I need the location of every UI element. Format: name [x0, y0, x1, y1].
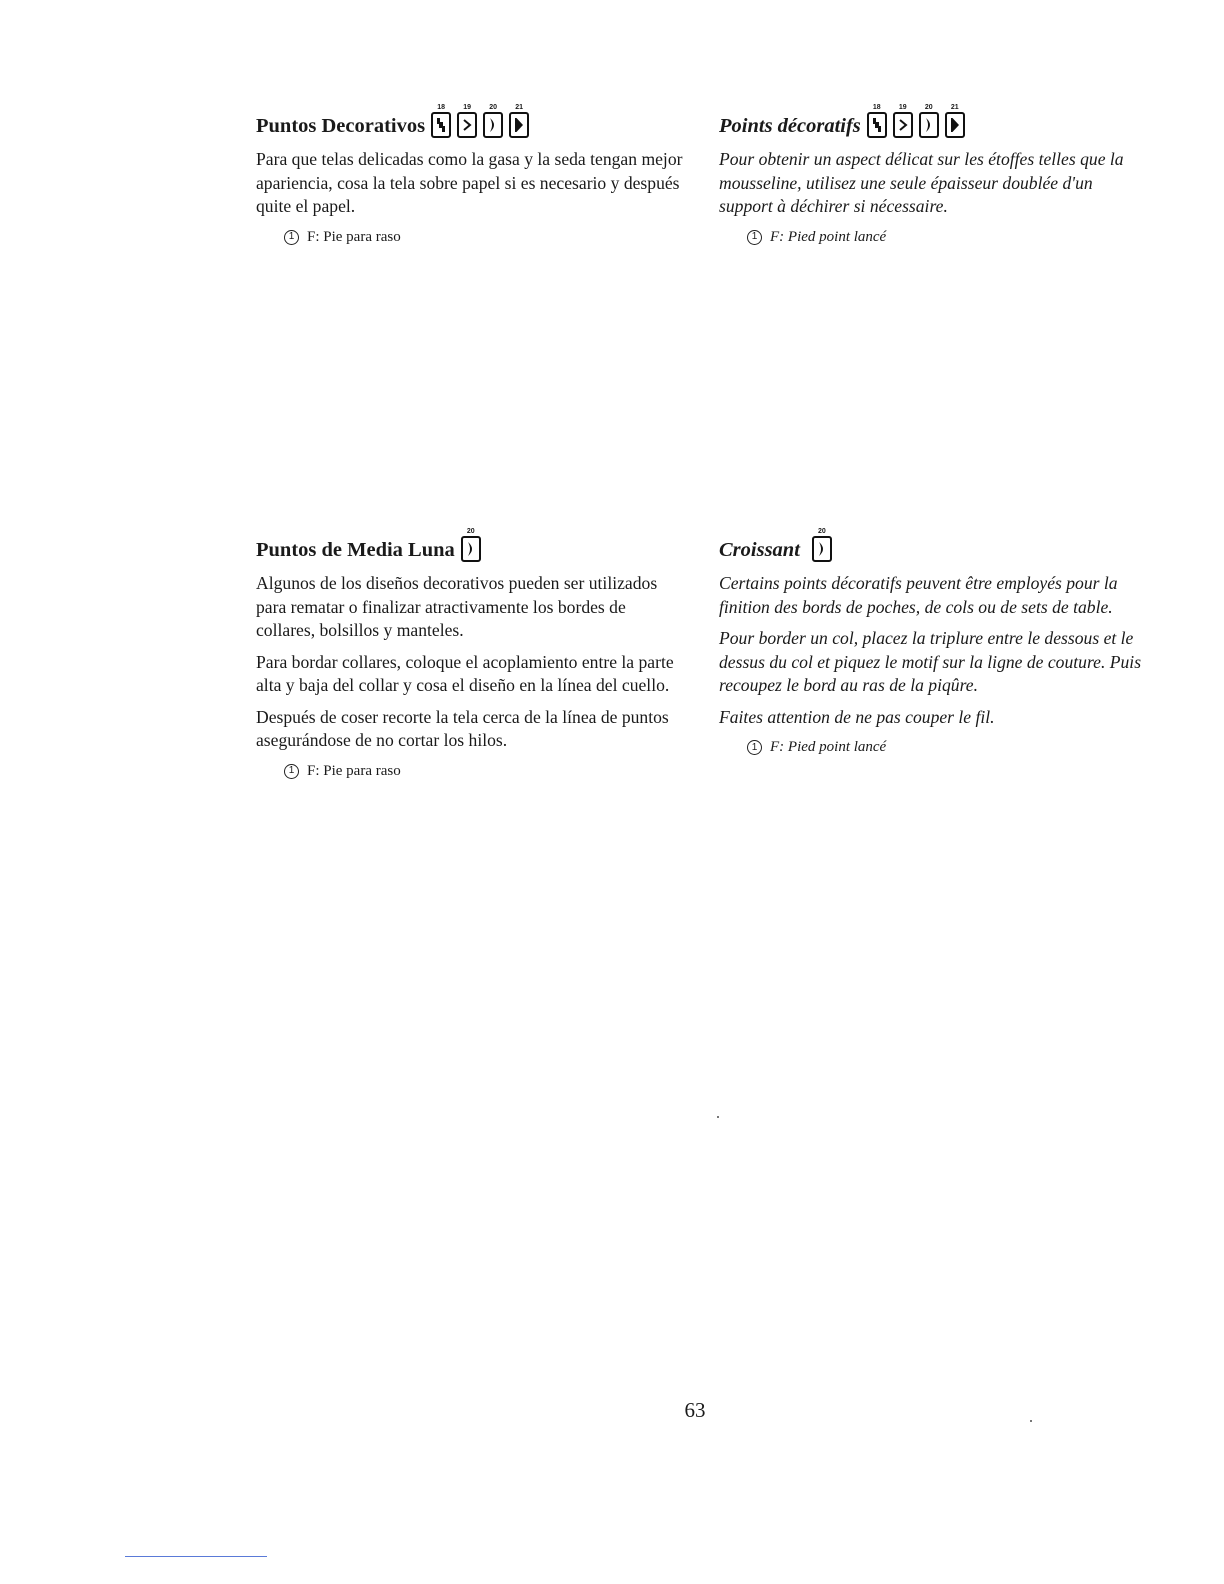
section-halfmoon-fr [719, 510, 1149, 756]
circled-number-icon: 1 [747, 230, 762, 245]
circled-number-icon: 1 [747, 740, 762, 755]
section-halfmoon-es [256, 510, 686, 780]
paragraph: Para bordar collares, coloque el acoplamiento entre la parte alta y baja del collar y cosa el diseño en la línea del cuello. [256, 651, 674, 695]
stitch-18-icon [867, 112, 887, 138]
stitch-20 [461, 528, 481, 562]
stitch-icons [867, 104, 965, 138]
stitch-20 [919, 104, 939, 138]
stitch-number: 19 [898, 104, 907, 111]
stitch-20-icon [483, 112, 503, 138]
stitch-number: 21 [515, 104, 523, 111]
section-heading [256, 510, 686, 562]
paragraph: Pour border un col, placez la triplure entre le dessous et le dessus du col et piquez le motif sur la ligne de couture. Puis recoupez le bord au ras de la piqûre. [719, 628, 1142, 695]
stitch-number: 20 [924, 104, 933, 111]
paragraph: Para que telas delicadas como la gasa y la seda tengan mejor apariencia, cosa la tela sobre papel si es necesario y después quite el papel. [256, 149, 683, 216]
paragraph: Certains points décoratifs peuvent être employés pour la finition des bords de poches, de cols ou de sets de table. [719, 573, 1118, 617]
paragraph: Algunos de los diseños decorativos pueden ser utilizados para rematar o finalizar atractivamente los bordes de collares, bolsillos y manteles. [256, 573, 658, 640]
stitch-icons [431, 104, 529, 138]
stitch-21 [945, 104, 965, 138]
foot-reference [284, 763, 686, 780]
paragraph: Faites attention de ne pas couper le fil. [719, 706, 995, 727]
stitch-19 [457, 104, 477, 138]
stitch-number: 20 [466, 528, 475, 535]
stitch-19 [893, 104, 913, 138]
stitch-20-icon [812, 536, 832, 562]
page-number: 63 [684, 1398, 706, 1422]
foot-reference-text: F: Pied point lancé [770, 739, 887, 755]
circled-number-icon: 1 [284, 230, 299, 245]
stitch-20-icon [461, 536, 481, 562]
paragraph: Después de coser recorte la tela cerca de la línea de puntos asegurándose de no cortar los hilos. [256, 706, 669, 750]
stitch-18 [431, 104, 451, 138]
foot-reference-text: F: Pied point lancé [770, 228, 887, 245]
scan-speck [717, 1116, 719, 1118]
stitch-icons [461, 528, 481, 562]
stitch-21-icon [945, 112, 965, 138]
stitch-number: 19 [463, 104, 471, 111]
circled-number-icon: 1 [284, 764, 299, 779]
stitch-18 [867, 104, 887, 138]
stitch-19-icon [457, 112, 477, 138]
section-heading [256, 86, 686, 138]
stitch-21-icon [509, 112, 529, 138]
foot-reference-text: F: Pie para raso [307, 762, 401, 779]
stitch-number: 18 [872, 104, 881, 111]
scan-speck [1030, 1420, 1032, 1422]
stitch-20-icon [919, 112, 939, 138]
section-decorative-es [256, 86, 686, 246]
section-title: Puntos de Media Luna [256, 538, 455, 561]
section-heading [719, 86, 1149, 138]
bottom-rule [125, 1556, 267, 1557]
section-title: Points décoratifs [719, 114, 861, 137]
foot-reference [284, 229, 686, 246]
stitch-19-icon [893, 112, 913, 138]
stitch-icons [812, 528, 832, 562]
stitch-number: 18 [437, 104, 445, 111]
stitch-20 [812, 528, 832, 562]
foot-reference [747, 229, 1149, 246]
foot-reference [747, 739, 1149, 756]
section-title: Croissant [719, 538, 800, 561]
stitch-number: 20 [489, 104, 497, 111]
paragraph: Pour obtenir un aspect délicat sur les étoffes telles que la mousseline, utilisez une seule épaisseur doublée d'un support à déchirer si nécessaire. [719, 149, 1124, 216]
stitch-18-icon [431, 112, 451, 138]
stitch-20 [483, 104, 503, 138]
section-heading [719, 510, 1149, 562]
stitch-number: 21 [950, 104, 959, 111]
stitch-21 [509, 104, 529, 138]
section-title: Puntos Decorativos [256, 114, 426, 137]
stitch-number: 20 [818, 528, 826, 535]
foot-reference-text: F: Pie para raso [307, 228, 401, 245]
section-decorative-fr [719, 86, 1149, 246]
